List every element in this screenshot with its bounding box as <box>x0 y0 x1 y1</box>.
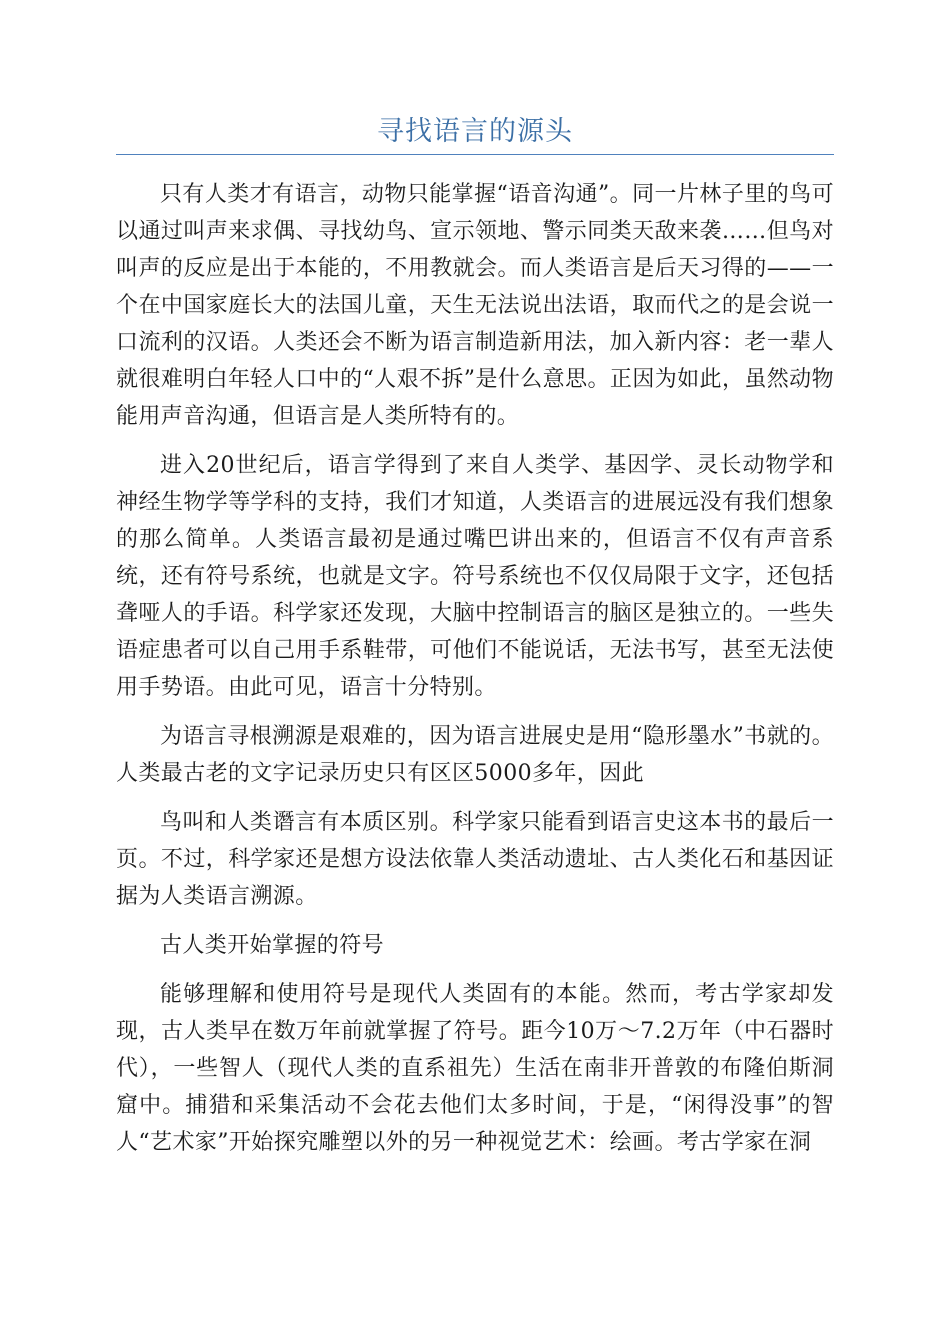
section-heading: 古人类开始掌握的符号 <box>160 933 385 958</box>
document-title: 寻找语言的源头 <box>377 116 573 147</box>
paragraph-3: 为语言寻根溯源是艰难的，因为语言进展史是用“隐形墨水”书就的。人类最古老的文字记录历史只有区区5000多年，因此 <box>116 724 834 786</box>
document-body <box>116 176 834 1173</box>
title-underline <box>116 154 834 155</box>
paragraph-4: 鸟叫和人类谮言有本质区别。科学家只能看到语言史这本书的最后一页。不过，科学家还是想方设法依靠人类活动遗址、古人类化石和基因证据为人类语言溯源。 <box>116 810 834 909</box>
paragraph-5: 能够理解和使用符号是现代人类固有的本能。然而，考古学家却发现，古人类早在数万年前就掌握了符号。距今10万～7.2万年（中石器时代），一些智人（现代人类的直系祖先）生活在南非开普敦的布隆伯斯洞窟中。捕猎和采集活动不会花去他们太多时间，于是，“闲得没事”的智人“艺术家”开始探究雕塑以外的另一种视觉艺术：绘画。考古学家在洞 <box>116 982 834 1155</box>
paragraph-1: 只有人类才有语言，动物只能掌握“语音沟通”。同一片林子里的鸟可以通过叫声来求偶、寻找幼鸟、宣示领地、警示同类天敌来袭……但鸟对叫声的反应是出于本能的，不用教就会。而人类语言是后天习得的——一个在中国家庭长大的法国儿童，天生无法说出法语，取而代之的是会说一口流利的汉语。人类还会不断为语言制造新用法，加入新内容：老一辈人就很难明白年轻人口中的“人艰不拆”是什么意思。正因为如此，虽然动物能用声音沟通，但语言是人类所特有的。 <box>116 182 834 429</box>
paragraph-2: 进入20世纪后，语言学得到了来自人类学、基因学、灵长动物学和神经生物学等学科的支持，我们才知道，人类语言的进展远没有我们想象的那么简单。人类语言最初是通过嘴巴讲出来的，但语言不仅有声音系统，还有符号系统，也就是文字。符号系统也不仅仅局限于文字，还包括聋哑人的手语。科学家还发现，大脑中控制语言的脑区是独立的。一些失语症患者可以自己用手系鞋带，可他们不能说话，无法书写，甚至无法使用手势语。由此可见，语言十分特别。 <box>116 453 834 700</box>
